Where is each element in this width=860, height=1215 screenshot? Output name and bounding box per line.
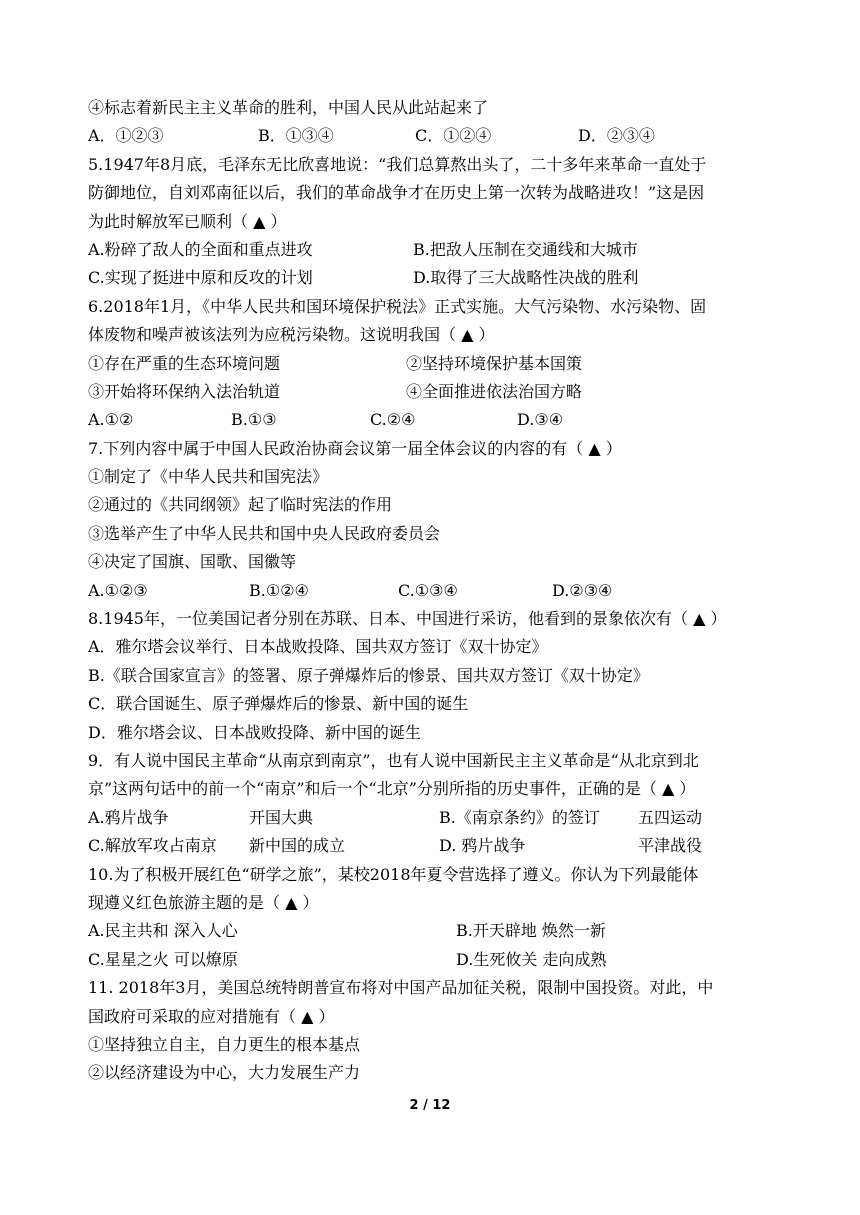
text-line: ②以经济建设为中心，大力发展生产力 <box>88 1063 361 1083</box>
text-line: ①坚持独立自主，自力更生的根本基点 <box>88 1034 361 1054</box>
option-row <box>88 350 770 378</box>
option-cell: B．①③④ <box>258 126 334 146</box>
option-cell: A.粉碎了敌人的全面和重点进攻 <box>88 239 313 259</box>
option-cell: D.生死攸关 走向成熟 <box>456 949 607 969</box>
option-cell: A.鸦片战争 <box>88 807 169 827</box>
option-cell: D.②③④ <box>552 580 613 600</box>
option-cell: B.①③ <box>231 410 277 430</box>
text-line: ④标志着新民主主义革命的胜利，中国人民从此站起来了 <box>88 98 489 117</box>
option-row <box>88 378 770 406</box>
option-cell: 开国大典 <box>249 807 314 827</box>
text-line: 体废物和噪声被该法列为应税污染物。这说明我国（ ▲ ） <box>88 325 495 345</box>
question-text-body <box>88 94 770 1088</box>
option-cell: A.民主共和 深入人心 <box>88 921 238 941</box>
text-line: 8.1945年，一位美国记者分别在苏联、日本、中国进行采访，他看到的景象依次有（ ▲ ） <box>88 609 727 629</box>
text-line: 国政府可采取的应对措施有（ ▲ ） <box>88 1006 335 1026</box>
option-cell: C.①③④ <box>398 580 458 600</box>
text-line: 现遵义红色旅游主题的是（ ▲ ） <box>88 892 319 912</box>
option-cell: C.星星之火 可以燎原 <box>88 949 238 969</box>
text-line: 11. 2018年3月，美国总统特朗普宣布将对中国产品加征关税，限制中国投资。对此，中 <box>88 978 714 998</box>
option-row <box>88 946 770 974</box>
option-cell: C.②④ <box>370 410 416 430</box>
text-line: B.《联合国家宣言》的签署、原子弹爆炸后的惨景、国共双方签订《双十协定》 <box>88 665 649 685</box>
option-row <box>88 264 770 292</box>
text-line: ①制定了《中华人民共和国宪法》 <box>88 467 329 487</box>
option-cell: ①存在严重的生态环境问题 <box>88 353 281 373</box>
option-cell: B.开天辟地 焕然一新 <box>456 921 606 941</box>
option-row <box>88 917 770 945</box>
option-row <box>88 236 770 264</box>
option-row <box>88 122 770 150</box>
option-cell: C.解放军攻占南京 <box>88 836 217 856</box>
text-line: 6.2018年1月，《中华人民共和国环境保护税法》正式实施。大气污染物、水污染物、固 <box>88 296 707 316</box>
text-line: C．联合国诞生、原子弹爆炸后的惨景、新中国的诞生 <box>88 694 469 714</box>
option-row <box>88 406 770 434</box>
option-cell: D．②③④ <box>578 126 655 146</box>
page-number: 2 / 12 <box>409 1098 451 1113</box>
text-line: ②通过的《共同纲领》起了临时宪法的作用 <box>88 495 393 515</box>
option-cell: D.③④ <box>517 410 564 430</box>
option-row <box>88 577 770 605</box>
text-line: 防御地位，自刘邓南征以后，我们的革命战争才在历史上第一次转为战略进攻！”这是因 <box>88 183 705 203</box>
text-line: ④决定了国旗、国歌、国徽等 <box>88 552 297 572</box>
option-cell: D.取得了三大战略性决战的胜利 <box>413 268 639 288</box>
option-cell: 五四运动 <box>638 807 703 827</box>
option-cell: ④全面推进依法治国方略 <box>406 381 583 401</box>
text-line: A．雅尔塔会议举行、日本战败投降、国共双方签订《双十协定》 <box>88 637 548 657</box>
text-line: 7.下列内容中属于中国人民政治协商会议第一届全体会议的内容的有（ ▲ ） <box>88 438 622 458</box>
option-cell: ②坚持环境保护基本国策 <box>406 353 583 373</box>
option-cell: 平津战役 <box>638 836 703 856</box>
text-line: ③选举产生了中华人民共和国中央人民政府委员会 <box>88 523 441 543</box>
option-row <box>88 804 770 832</box>
option-cell: B.把敌人压制在交通线和大城市 <box>413 239 638 259</box>
option-row <box>88 832 770 860</box>
option-cell: A.①② <box>88 410 134 430</box>
option-cell: B.①②④ <box>249 580 309 600</box>
option-cell: A.①②③ <box>88 580 148 600</box>
option-cell: A．①②③ <box>88 126 164 146</box>
option-cell: B.《南京条约》的签订 <box>439 807 600 827</box>
text-line: 京”这两句话中的前一个“南京”和后一个“北京”分别所指的历史事件，正确的是（ ▲ ） <box>88 779 696 799</box>
text-line: D．雅尔塔会议、日本战败投降、新中国的诞生 <box>88 722 421 742</box>
text-line: 10.为了积极开展红色“研学之旅”，某校2018年夏令营选择了遵义。你认为下列最能体 <box>88 864 699 884</box>
option-cell: 新中国的成立 <box>249 836 346 856</box>
option-cell: C.实现了挺进中原和反攻的计划 <box>88 268 313 288</box>
option-cell: D. 鸦片战争 <box>439 836 526 856</box>
text-line: 9．有人说中国民主革命“从南京到南京”，也有人说中国新民主主义革命是“从北京到北 <box>88 750 699 770</box>
option-cell: C．①②④ <box>415 126 492 146</box>
text-line: 5.1947年8月底，毛泽东无比欣喜地说：“我们总算熬出头了，二十多年来革命一直处于 <box>88 154 707 174</box>
option-cell: ③开始将环保纳入法治轨道 <box>88 381 281 401</box>
text-line: 为此时解放军已顺利（ ▲ ） <box>88 211 287 231</box>
